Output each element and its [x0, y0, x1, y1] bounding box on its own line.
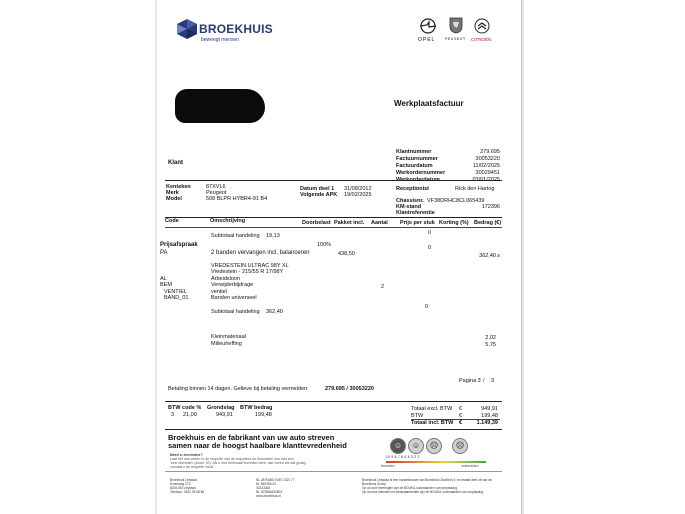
item-code: BAND_01 — [164, 295, 189, 301]
milieuheffing-label: Milieuheffing — [211, 341, 242, 347]
payment-reference: 279.695 / 30053220 — [325, 386, 374, 392]
vehicle-label-merk: Merk — [166, 190, 179, 196]
vehicle-label-kenteken: Kenteken — [166, 184, 191, 190]
survey-text-1: Laat het ons weten in de enquête van de importeur en beoordeel ons met een — [170, 457, 294, 461]
chassis: VF38DRHC8CL065439 — [427, 198, 485, 204]
peugeot-label: PEUGEOT — [445, 37, 466, 41]
pa-description: 2 banden vervangen incl. balanceren — [211, 250, 310, 256]
total-incl-value: 1.149,39 — [476, 420, 498, 426]
company-tagline: beweegt mensen — [201, 37, 240, 43]
km-label: KM-stand — [396, 204, 422, 210]
col-code: Code — [165, 218, 179, 224]
vehicle-kenteken: 87XVL6 — [206, 184, 226, 190]
scan-edge — [521, 0, 522, 514]
payment-text: Betaling binnen 14 dagen. Gelieve bij betaling vermelden: — [168, 386, 309, 392]
kleinmateriaal-value: 2,02 — [485, 335, 496, 341]
col-prijs: Prijs per stuk — [400, 220, 435, 226]
pa-marker: ≥ — [497, 253, 501, 259]
meta-value-4: 03/01/2025 — [472, 177, 500, 183]
scale-left-label: tevreden — [381, 464, 395, 468]
citroen-logo-icon — [474, 18, 490, 34]
footer-legal: Broekhuis Lelystad is een handelsnaam van Broekhuis Zwolle B.V. en maakt deel uit van de Broekhuis Groep Op al onze leveringen zijn de BOVAG-voorwaarden van toepassing. Op al onze diensten en werkzaamheden zijn de BOVAG-voorwaarden van toepassing. — [362, 478, 492, 494]
rating-numbers: 10 9 8 7 6 5 4 3 2 1 — [386, 455, 420, 459]
rating-scale-bar — [386, 461, 486, 463]
subtotal1-label: Subtotaal handeling — [211, 233, 260, 239]
peugeot-logo-icon — [448, 16, 464, 34]
divider — [165, 471, 502, 472]
total-incl-label: Totaal incl. BTW — [411, 420, 454, 426]
item-description: Verwijderbijdrage — [211, 282, 254, 288]
receptionist-label: Receptionist — [396, 186, 430, 192]
tyre-line-2: Vredestein - 215/55 R 17/98Y — [211, 269, 284, 275]
vehicle-label-model: Model — [166, 196, 182, 202]
btw-header-code: BTW code % — [168, 405, 202, 411]
survey-heading-1: Broekhuis en de fabrikant van uw auto streven — [168, 433, 335, 442]
meta-value-2: 11/02/2025 — [472, 163, 500, 169]
btw-header-bedrag: BTW bedrag — [240, 405, 273, 411]
total-btw-value: 199,48 — [481, 413, 498, 419]
col-pakket: Pakket incl. — [334, 220, 365, 226]
col-doorbelast: Doorbelast — [302, 220, 331, 226]
survey-question: Bent u tevreden? — [170, 452, 203, 457]
kleinmateriaal-label: Kleinmateriaal — [211, 334, 246, 340]
currency-symbol: € — [459, 413, 463, 419]
vehicle-model: 508 BLPR HYBR4-91 B4 — [206, 196, 268, 202]
meta-label-1: Factuurnummer — [396, 156, 438, 162]
klantref-label: Klantreferentie — [396, 210, 435, 216]
document-title: Werkplaatsfactuur — [394, 99, 464, 108]
apk-date: 19/02/2025 — [344, 192, 372, 198]
zero-korting: 0 — [428, 230, 432, 236]
opel-label: OPEL — [418, 37, 436, 43]
subtotal2-label: Subtotaal handeling — [211, 309, 260, 315]
divider — [165, 180, 502, 181]
footer-bank: NL 28 RABO 0387 1021 77 NL 852456.24 30233363 NL 007856432B01 www.broekhuis.nl — [256, 478, 295, 498]
meta-value-3: 30029451 — [475, 170, 500, 176]
klant-label: Klant — [168, 160, 183, 166]
datum-deel1-label: Datum deel 1 — [300, 186, 335, 192]
milieuheffing-value: 5,75 — [485, 342, 496, 348]
pa-code: PA — [160, 250, 168, 256]
vehicle-merk: Peugeot — [206, 190, 227, 196]
meta-value-1: 30053220 — [475, 156, 500, 162]
redacted-address — [175, 89, 265, 123]
divider — [165, 429, 502, 430]
survey-text-3: voordat u de enquête invult. — [170, 465, 215, 469]
btw-bedrag: 199,48 — [255, 412, 272, 418]
km-stand: 172396 — [481, 204, 500, 210]
footer-address: Broekhuis Lelystad Emeriweg 272 8226 SM Lelystad Telefoon: 0320 28 98 88 — [170, 478, 205, 494]
item-korting: 0 — [425, 304, 429, 310]
col-bedrag: Bedrag (€) — [474, 220, 502, 226]
subtotal1-value: 19,13 — [266, 233, 280, 239]
meta-label-3: Werkordernummer — [396, 170, 446, 176]
datum-deel1: 31/08/2012 — [344, 186, 372, 192]
pa-pakket: 438,50 — [338, 251, 355, 257]
currency-symbol: € — [459, 406, 463, 412]
btw-percentage: 21,00 — [183, 412, 197, 418]
apk-label: Volgende APK — [300, 192, 338, 198]
total-excl-label: Totaal excl. BTW — [411, 406, 453, 412]
meta-label-2: Factuurdatum — [396, 163, 433, 169]
item-code: BEM — [160, 282, 172, 288]
item-code: AL — [160, 276, 167, 282]
col-aantal: Aantal — [371, 220, 388, 226]
page-label: Pagina 3 — [459, 378, 481, 384]
page-total: 3 — [491, 378, 495, 384]
dissatisfied-face-icon: ☹ — [426, 438, 442, 454]
very-dissatisfied-face-icon: ☹ — [452, 438, 468, 454]
total-btw-label: BTW — [411, 413, 424, 419]
pa-bedrag: 362,40 — [479, 253, 496, 259]
scale-right-label: ontevreden — [461, 464, 479, 468]
btw-code: 3 — [171, 412, 175, 418]
satisfied-face-icon: ☺ — [408, 438, 424, 454]
receptionist: Rick den Hartog — [455, 186, 495, 192]
broekhuis-logo-icon — [176, 18, 198, 40]
very-satisfied-face-icon: ☺ — [390, 438, 406, 454]
col-korting: Korting (%) — [439, 220, 469, 226]
divider — [165, 401, 502, 402]
divider — [411, 419, 500, 420]
survey-text-2: 'zeer tevreden' (score 10). Als u niet helemaal tevreden bent, dan horen we dat graag — [170, 461, 306, 465]
btw-grondslag: 949,91 — [216, 412, 233, 418]
citroen-label: CITROËN — [471, 37, 492, 42]
meta-label-0: Klantnummer — [396, 149, 432, 155]
company-name: BROEKHUIS — [199, 22, 273, 36]
chassis-label: Chassisnr. — [396, 198, 424, 204]
currency-symbol: € — [459, 420, 463, 426]
total-excl-value: 949,91 — [481, 406, 498, 412]
meta-value-0: 279.695 — [480, 149, 500, 155]
tyre-line-1: VREDESTEIN ULTRAC 98Y XL — [211, 263, 289, 269]
item-description: ventiel — [211, 289, 227, 295]
item-description: Banden universeel — [211, 295, 257, 301]
divider — [165, 227, 502, 228]
col-omschrijving: Omschrijving — [210, 218, 246, 224]
item-code: VENTIEL — [164, 289, 187, 295]
page-separator: / — [483, 378, 485, 384]
subtotal2-value: 362,40 — [266, 309, 283, 315]
item-description: Arbeidsloon — [211, 276, 241, 282]
opel-logo-icon — [417, 18, 439, 34]
prijsafspraak-label: Prijsafspraak — [160, 242, 198, 248]
btw-header-grondslag: Grondslag — [207, 405, 235, 411]
pa-korting: 0 — [428, 245, 432, 251]
survey-heading-2: samen naar de hoogst haalbare klanttevredenheid — [168, 441, 347, 450]
pa-percentage: 100% — [317, 242, 332, 248]
item-aantal: 2 — [381, 284, 385, 290]
meta-label-4: Werkorderdatum — [396, 177, 440, 183]
